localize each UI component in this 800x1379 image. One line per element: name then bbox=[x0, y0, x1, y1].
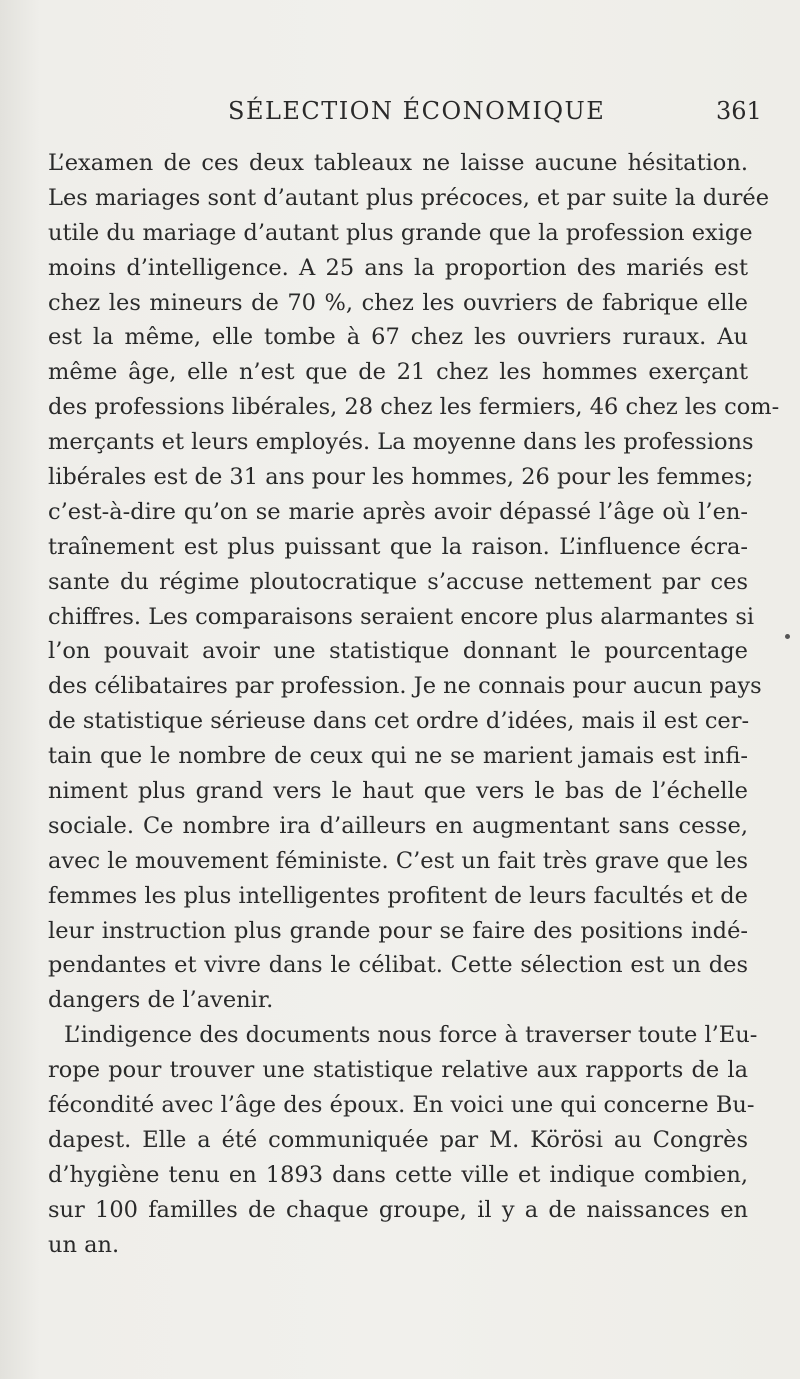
text-line: c’est-à-dire qu’on se marie après avoir dépassé l’âge où l’en- bbox=[48, 498, 748, 525]
text-line: traînement est plus puissant que la raison. L’influence écra- bbox=[48, 533, 748, 560]
text-line: femmes les plus intelligentes profitent de leurs facultés et de bbox=[48, 882, 748, 909]
text-line: leur instruction plus grande pour se faire des positions indé- bbox=[48, 917, 748, 944]
text-line: des professions libérales, 28 chez les fermiers, 46 chez les com- bbox=[48, 394, 780, 421]
text-line: utile du mariage d’autant plus grande que la profession exige bbox=[48, 219, 753, 246]
text-line: L’examen de ces deux tableaux ne laisse aucune hésitation. bbox=[48, 150, 748, 176]
text-line: d’hygiène tenu en 1893 dans cette ville et indique combien, bbox=[48, 1161, 748, 1188]
text-line: sociale. Ce nombre ira d’ailleurs en augmentant sans cesse, bbox=[48, 812, 748, 839]
text-line: tain que le nombre de ceux qui ne se marient jamais est infi- bbox=[48, 743, 748, 770]
text-line: moins d’intelligence. A 25 ans la proportion des mariés est bbox=[48, 254, 748, 281]
text-line: fécondité avec l’âge des époux. En voici une qui concerne Bu- bbox=[48, 1092, 755, 1119]
text-line: pendantes et vivre dans le célibat. Cette sélection est un des bbox=[48, 952, 748, 979]
text-line: Les mariages sont d’autant plus précoces, et par suite la durée bbox=[48, 184, 770, 211]
page-header bbox=[0, 97, 800, 137]
text-line: L’indigence des documents nous force à traverser toute l’Eu- bbox=[64, 1022, 758, 1049]
running-title: SÉLECTION ÉCONOMIQUE bbox=[228, 97, 606, 125]
text-line: chiffres. Les comparaisons seraient encore plus alarmantes si bbox=[48, 603, 755, 630]
text-line: niment plus grand vers le haut que vers le bas de l’échelle bbox=[48, 778, 748, 805]
text-line: est la même, elle tombe à 67 chez les ouvriers ruraux. Au bbox=[48, 324, 748, 351]
page-number: 361 bbox=[716, 97, 762, 125]
text-line: sante du régime ploutocratique s’accuse nettement par ces bbox=[48, 568, 748, 595]
text-line: rope pour trouver une statistique relative aux rapports de la bbox=[48, 1057, 748, 1084]
text-line: avec le mouvement féministe. C’est un fait très grave que les bbox=[48, 847, 748, 874]
margin-mark bbox=[785, 634, 790, 639]
text-line: de statistique sérieuse dans cet ordre d’idées, mais il est cer- bbox=[48, 708, 750, 735]
text-line: dapest. Elle a été communiquée par M. Körösi au Congrès bbox=[48, 1126, 748, 1153]
text-line: même âge, elle n’est que de 21 chez les hommes exerçant bbox=[48, 359, 748, 386]
text-line: un an. bbox=[48, 1231, 120, 1258]
text-line: l’on pouvait avoir une statistique donnant le pourcentage bbox=[48, 638, 748, 665]
body-text bbox=[48, 146, 780, 1263]
paragraph-2 bbox=[48, 1018, 758, 1262]
text-line: dangers de l’avenir. bbox=[48, 987, 274, 1014]
text-line: libérales est de 31 ans pour les hommes, 26 pour les femmes; bbox=[48, 464, 754, 491]
text-line: des célibataires par profession. Je ne connais pour aucun pays bbox=[48, 673, 762, 700]
text-line: merçants et leurs employés. La moyenne dans les professions bbox=[48, 429, 754, 456]
text-line: chez les mineurs de 70 %, chez les ouvriers de fabrique elle bbox=[48, 289, 748, 316]
text-line: sur 100 familles de chaque groupe, il y a de naissances en bbox=[48, 1196, 748, 1223]
paragraph-1 bbox=[48, 146, 780, 1018]
